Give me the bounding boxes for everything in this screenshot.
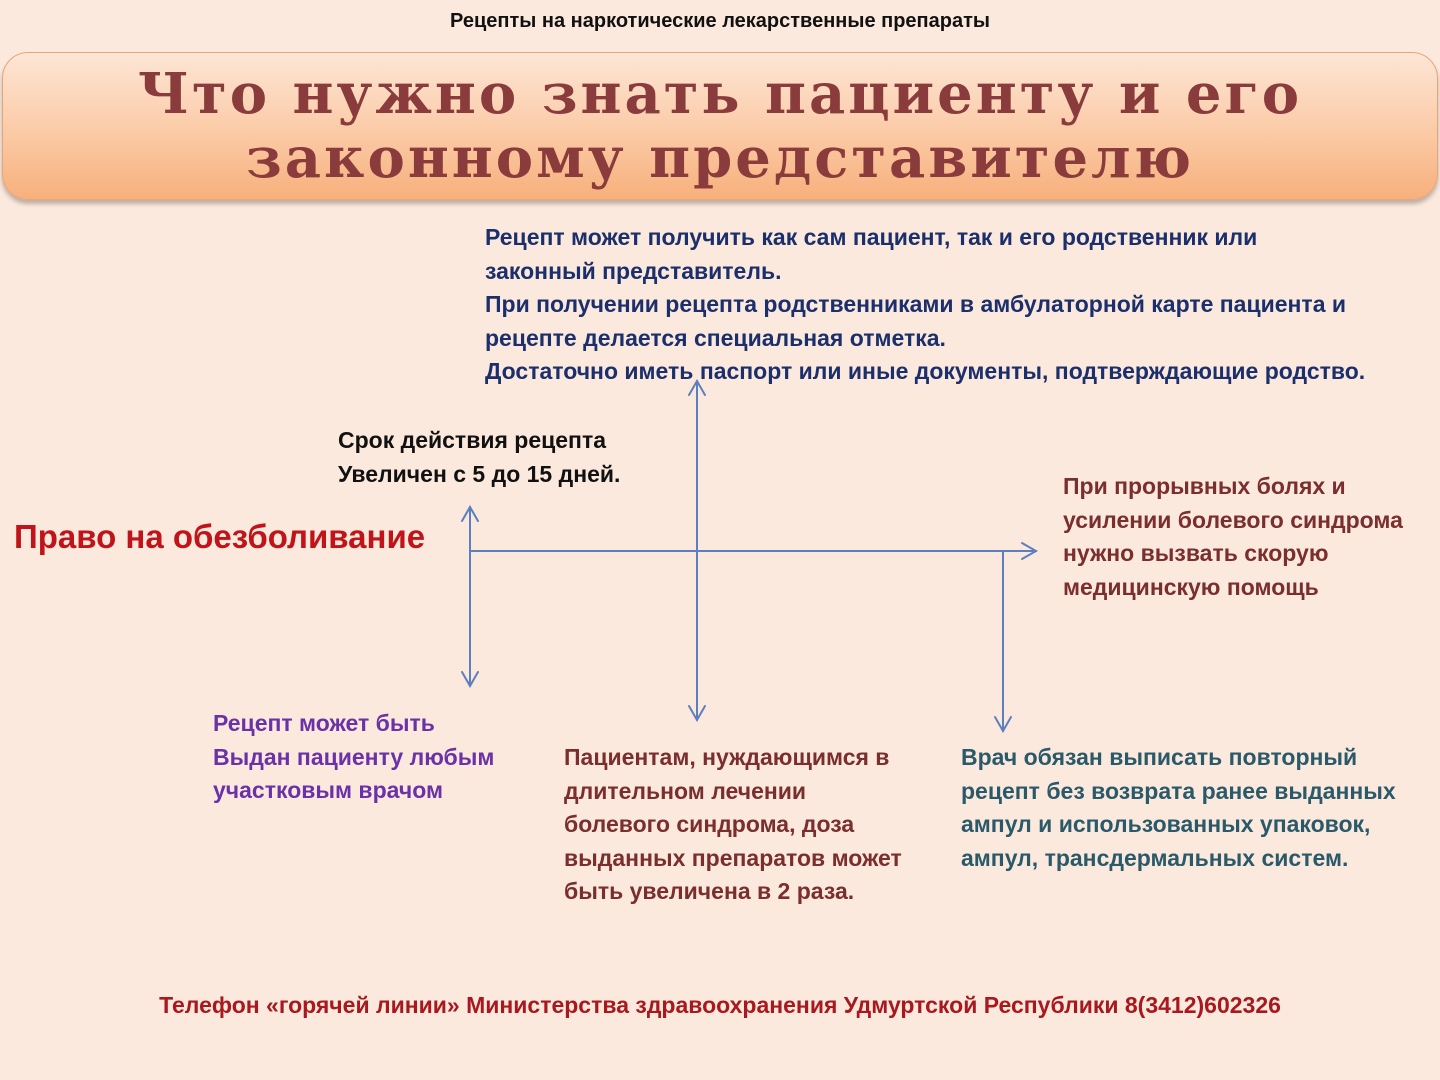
bottom-left-block: Рецепт может быть Выдан пациенту любым участковым врачом	[213, 710, 495, 803]
page-title: Что нужно знать пациенту и его законному представителю	[137, 61, 1303, 191]
top-info-block: Рецепт может получить как сам пациент, так и его родственник или законный представитель. При получении рецепта родственниками в амбулаторной карте пациента и рецепте делается специальная отметка. Достаточно иметь паспорт или иные документы, подтверждающие родство.	[485, 224, 1366, 384]
right-info-block: При прорывных болях и усилении болевого синдрома нужно вызвать скорую медицинскую помощь	[1063, 473, 1403, 600]
bottom-center-block: Пациентам, нуждающимся в длительном лечении болевого синдрома, доза выданных препаратов может быть увеличена в 2 раза.	[564, 744, 902, 904]
hotline-footer: Телефон «горячей линии» Министерства здравоохранения Удмуртской Республики 8(3412)602326	[159, 992, 1281, 1018]
center-label: Право на обезболивание	[14, 518, 426, 555]
validity-block: Срок действия рецепта Увеличен с 5 до 15 дней.	[338, 427, 621, 487]
slide-caption: Рецепты на наркотические лекарственные препараты	[450, 10, 990, 32]
bottom-right-block: Врач обязан выписать повторный рецепт без возврата ранее выданных ампул и использованных упаковок, ампул, трансдермальных систем.	[961, 744, 1396, 871]
